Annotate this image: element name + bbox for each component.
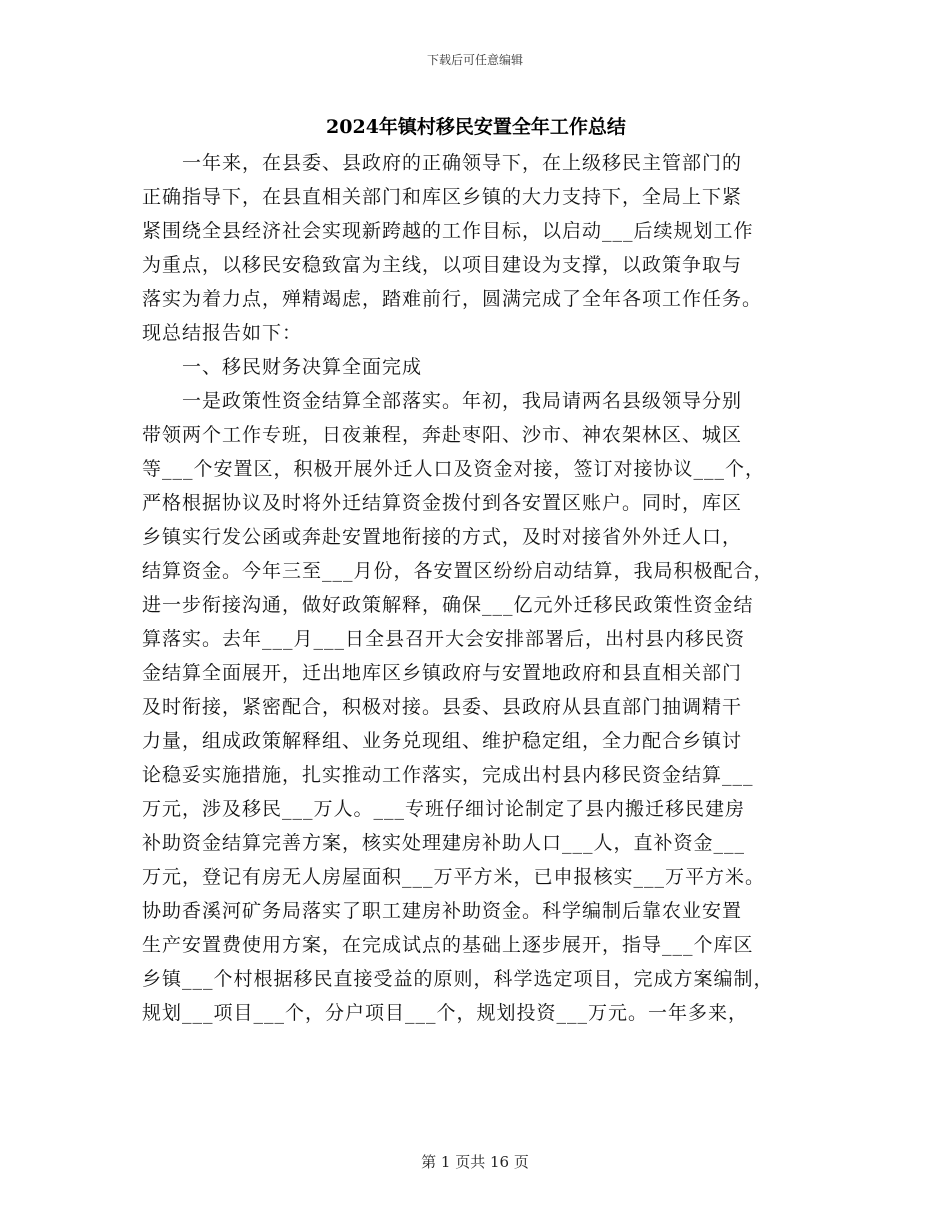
- body-line: 金结算全面展开，迁出地库区乡镇政府与安置地政府和县直相关部门: [142, 662, 743, 684]
- body-line: 生产安置费使用方案，在完成试点的基础上逐步展开，指导___个库区: [142, 934, 754, 956]
- body-line: 为重点，以移民安稳致富为主线，以项目建设为支撑，以政策争取与: [142, 254, 743, 276]
- body-line: 算落实。去年___月___日全县召开大会安排部署后，出村县内移民资: [142, 628, 746, 650]
- body-line: 严格根据协议及时将外迁结算资金拨付到各安置区账户。同时，库区: [142, 492, 743, 514]
- body-line: 力量，组成政策解释组、业务兑现组、维护稳定组，全力配合乡镇讨: [142, 730, 743, 752]
- body-line: 乡镇实行发公函或奔赴安置地衔接的方式，及时对接省外外迁人口，: [142, 526, 743, 548]
- body-line: 协助香溪河矿务局落实了职工建房补助资金。科学编制后靠农业安置: [142, 900, 743, 922]
- body-line: 及时衔接，紧密配合，积极对接。县委、县政府从县直部门抽调精干: [142, 696, 743, 718]
- page-number: 第 1 页共 16 页: [421, 1153, 529, 1171]
- body-line: 规划___项目___个，分户项目___个，规划投资___万元。一年多来，: [142, 1002, 749, 1024]
- body-line: 一是政策性资金结算全部落实。年初，我局请两名县级领导分别: [142, 390, 743, 412]
- body-line: 正确指导下，在县直相关部门和库区乡镇的大力支持下，全局上下紧: [142, 186, 743, 208]
- body-line: 补助资金结算完善方案，核实处理建房补助人口___人，直补资金___: [142, 832, 746, 854]
- body-line: 一年来，在县委、县政府的正确领导下，在上级移民主管部门的: [142, 152, 743, 174]
- body-line: 带领两个工作专班，日夜兼程，奔赴枣阳、沙市、神农架林区、城区: [142, 424, 743, 446]
- body-line: 落实为着力点，殚精竭虑，踏难前行，圆满完成了全年各项工作任务。: [142, 288, 763, 310]
- body-line: 万元，涉及移民___万人。___专班仔细讨论制定了县内搬迁移民建房: [142, 798, 746, 820]
- page-header-note: 下载后可任意编辑: [426, 53, 523, 67]
- body-line: 乡镇___个村根据移民直接受益的原则，科学选定项目，完成方案编制，: [142, 968, 774, 990]
- body-line: 紧围绕全县经济社会实现新跨越的工作目标，以启动___后续规划工作: [142, 220, 754, 242]
- body-line: 等___个安置区，积极开展外迁人口及资金对接，签订对接协议___个，: [142, 458, 766, 480]
- body-line: 万元，登记有房无人房屋面积___万平方米，已申报核实___万平方米。: [142, 866, 766, 888]
- section-heading: 一、移民财务决算全面完成: [142, 356, 423, 378]
- body-line: 论稳妥实施措施，扎实推动工作落实，完成出村县内移民资金结算___: [142, 764, 754, 786]
- body-line: 结算资金。今年三至___月份，各安置区纷纷启动结算，我局积极配合，: [142, 560, 774, 582]
- document-title: 2024年镇村移民安置全年工作总结: [326, 116, 626, 138]
- document-body: [142, 146, 810, 1030]
- body-line: 进一步衔接沟通，做好政策解释，确保___亿元外迁移民政策性资金结: [142, 594, 754, 616]
- body-line: 现总结报告如下：: [142, 322, 303, 344]
